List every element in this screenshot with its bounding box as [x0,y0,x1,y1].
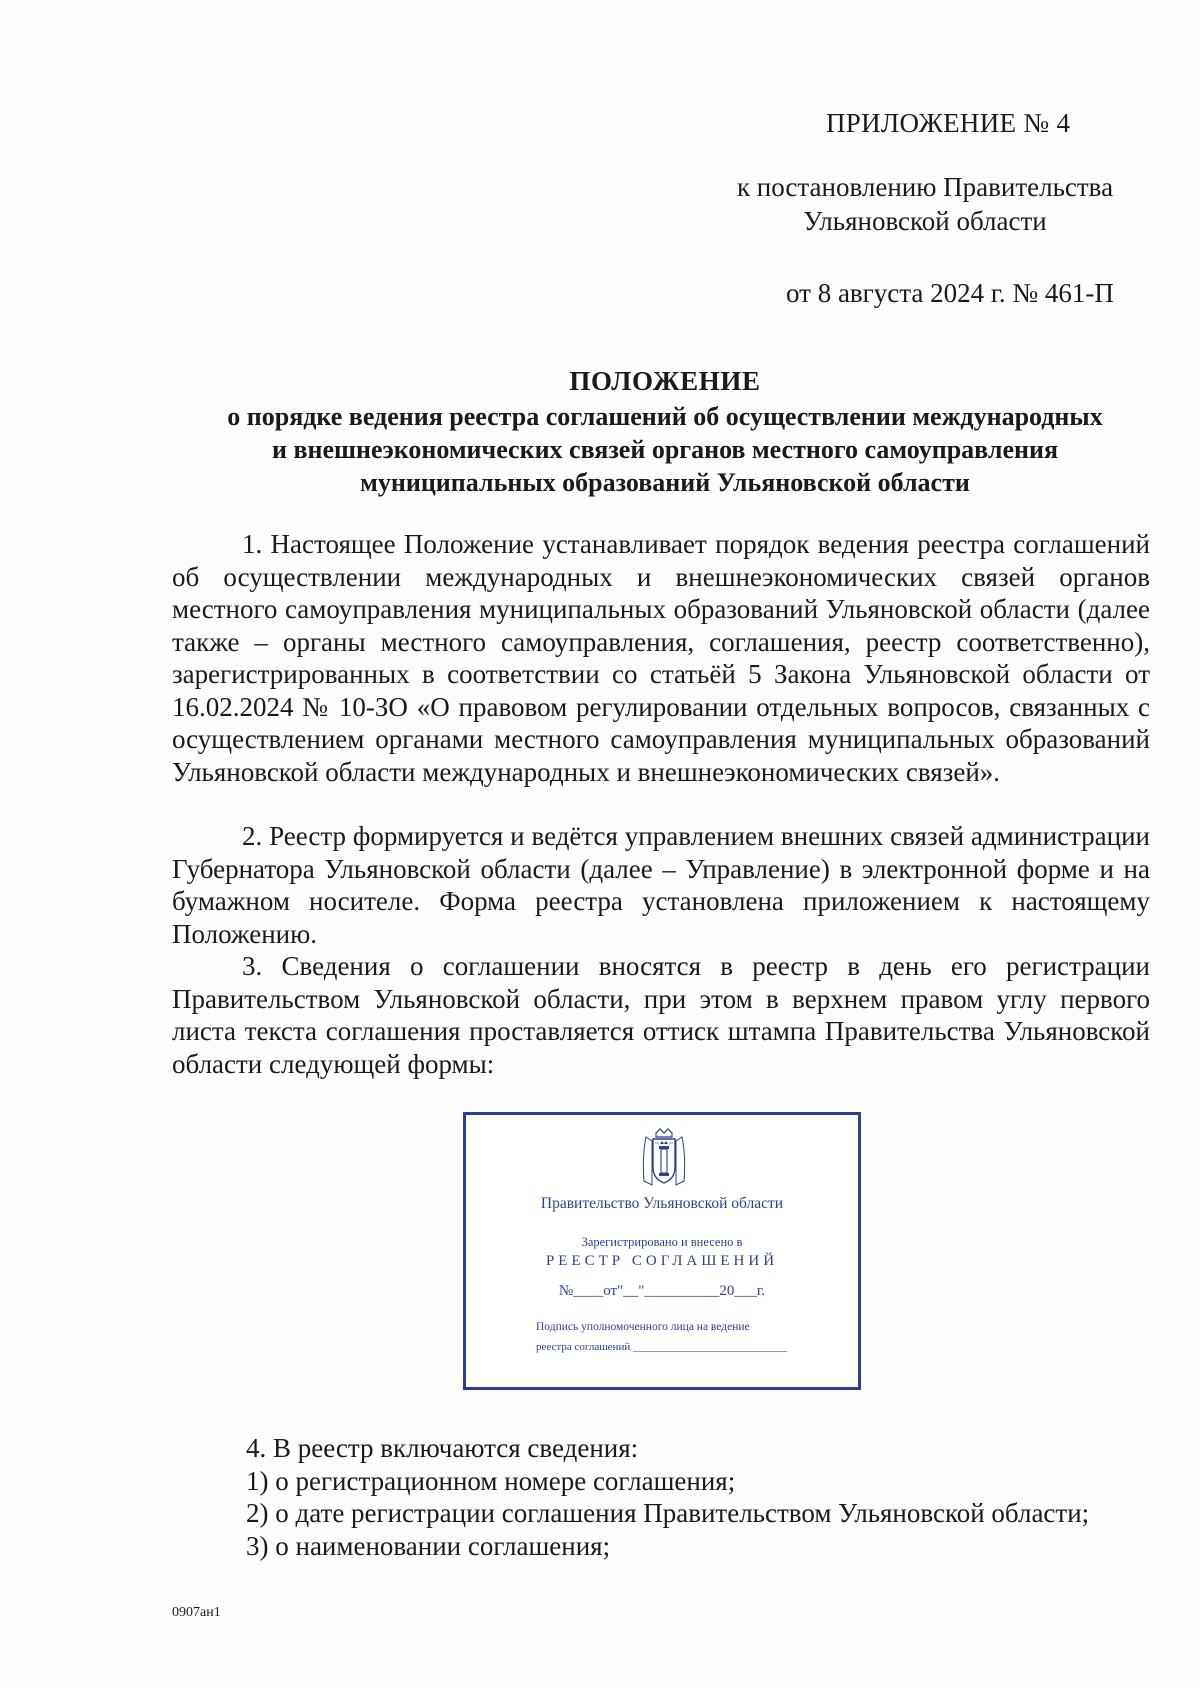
list-subitem-3: 3) о наименовании соглашения; [246,1530,611,1561]
subtitle-line-1: о порядке ведения реестра соглашений об осуществлении международных [227,402,1103,431]
coat-of-arms-icon [636,1127,692,1189]
paragraph-2-block [172,820,1150,950]
paragraph-2: 2. Реестр формируется и ведётся управлением внешних связей администрации Губернатора Ульяновской области (далее – Управление) в электронной форме и на бумажном носителе. Форма реестра установлена приложением к настоящему Положению. [172,821,1150,949]
decree-reference-line-2: Ульяновской области [803,206,1047,236]
subtitle-line-2: и внешнеэкономических связей органов местного самоуправления [271,435,1059,464]
list-subitem-1: 1) о регистрационном номере соглашения; [246,1465,736,1496]
paragraph-3: 3. Сведения о соглашении вносятся в реестр в день его регистрации Правительством Ульяновской области, при этом в верхнем правом углу первого листа текста соглашения проставляется оттиск штампа Правительства Ульяновской области следующей формы: [172,951,1150,1079]
stamp-registered-text: Зарегистрировано и внесено в [581,1235,743,1249]
list-item-4: 4. В реестр включаются сведения: [246,1433,639,1463]
stamp-number-line: №____от"__"__________20___г. [558,1283,766,1299]
paragraph-1-block [172,528,1150,788]
decree-date: от 8 августа 2024 г. № 461-П [786,278,1114,308]
decree-reference-line-1: к постановлению Правительства [736,172,1114,202]
stamp-signature-line-1: Подпись уполномоченного лица на ведение [536,1321,750,1333]
paragraph-3-block [172,950,1150,1080]
stamp-organization: Правительство Ульяновской области [540,1195,784,1212]
subtitle-line-3: муниципальных образований Ульяновской области [360,468,970,497]
registration-stamp [463,1112,861,1390]
document-title: ПОЛОЖЕНИЕ [569,366,761,396]
decree-reference [700,170,1150,238]
list-subitem-2: 2) о дате регистрации соглашения Правительством Ульяновской области; [246,1498,1090,1528]
registry-info-list [246,1432,1166,1562]
document-subtitle [120,400,1200,499]
stamp-signature-line-2: реестра соглашений ____________________________ [536,1341,787,1353]
footer-code: 0907ан1 [172,1605,221,1620]
paragraph-1: 1. Настоящее Положение устанавливает порядок ведения реестра соглашений об осуществлении международных и внешнеэкономических связей органов местного самоуправления муниципальных образований Ульяновской области (далее также – органы местного самоуправления, соглашения, реестр соответственно), зарегистрированных в соответствии со статьёй 5 Закона Ульяновской области от 16.02.2024 № 10-ЗО «О правовом регулировании отдельных вопросов, связанных с осуществлением органами местного самоуправления муниципальных образований Ульяновской области международных и внешнеэкономических связей». [172,529,1150,787]
stamp-registry-text: РЕЕСТР СОГЛАШЕНИЙ [545,1253,779,1269]
appendix-title: ПРИЛОЖЕНИЕ № 4 [826,108,1071,138]
